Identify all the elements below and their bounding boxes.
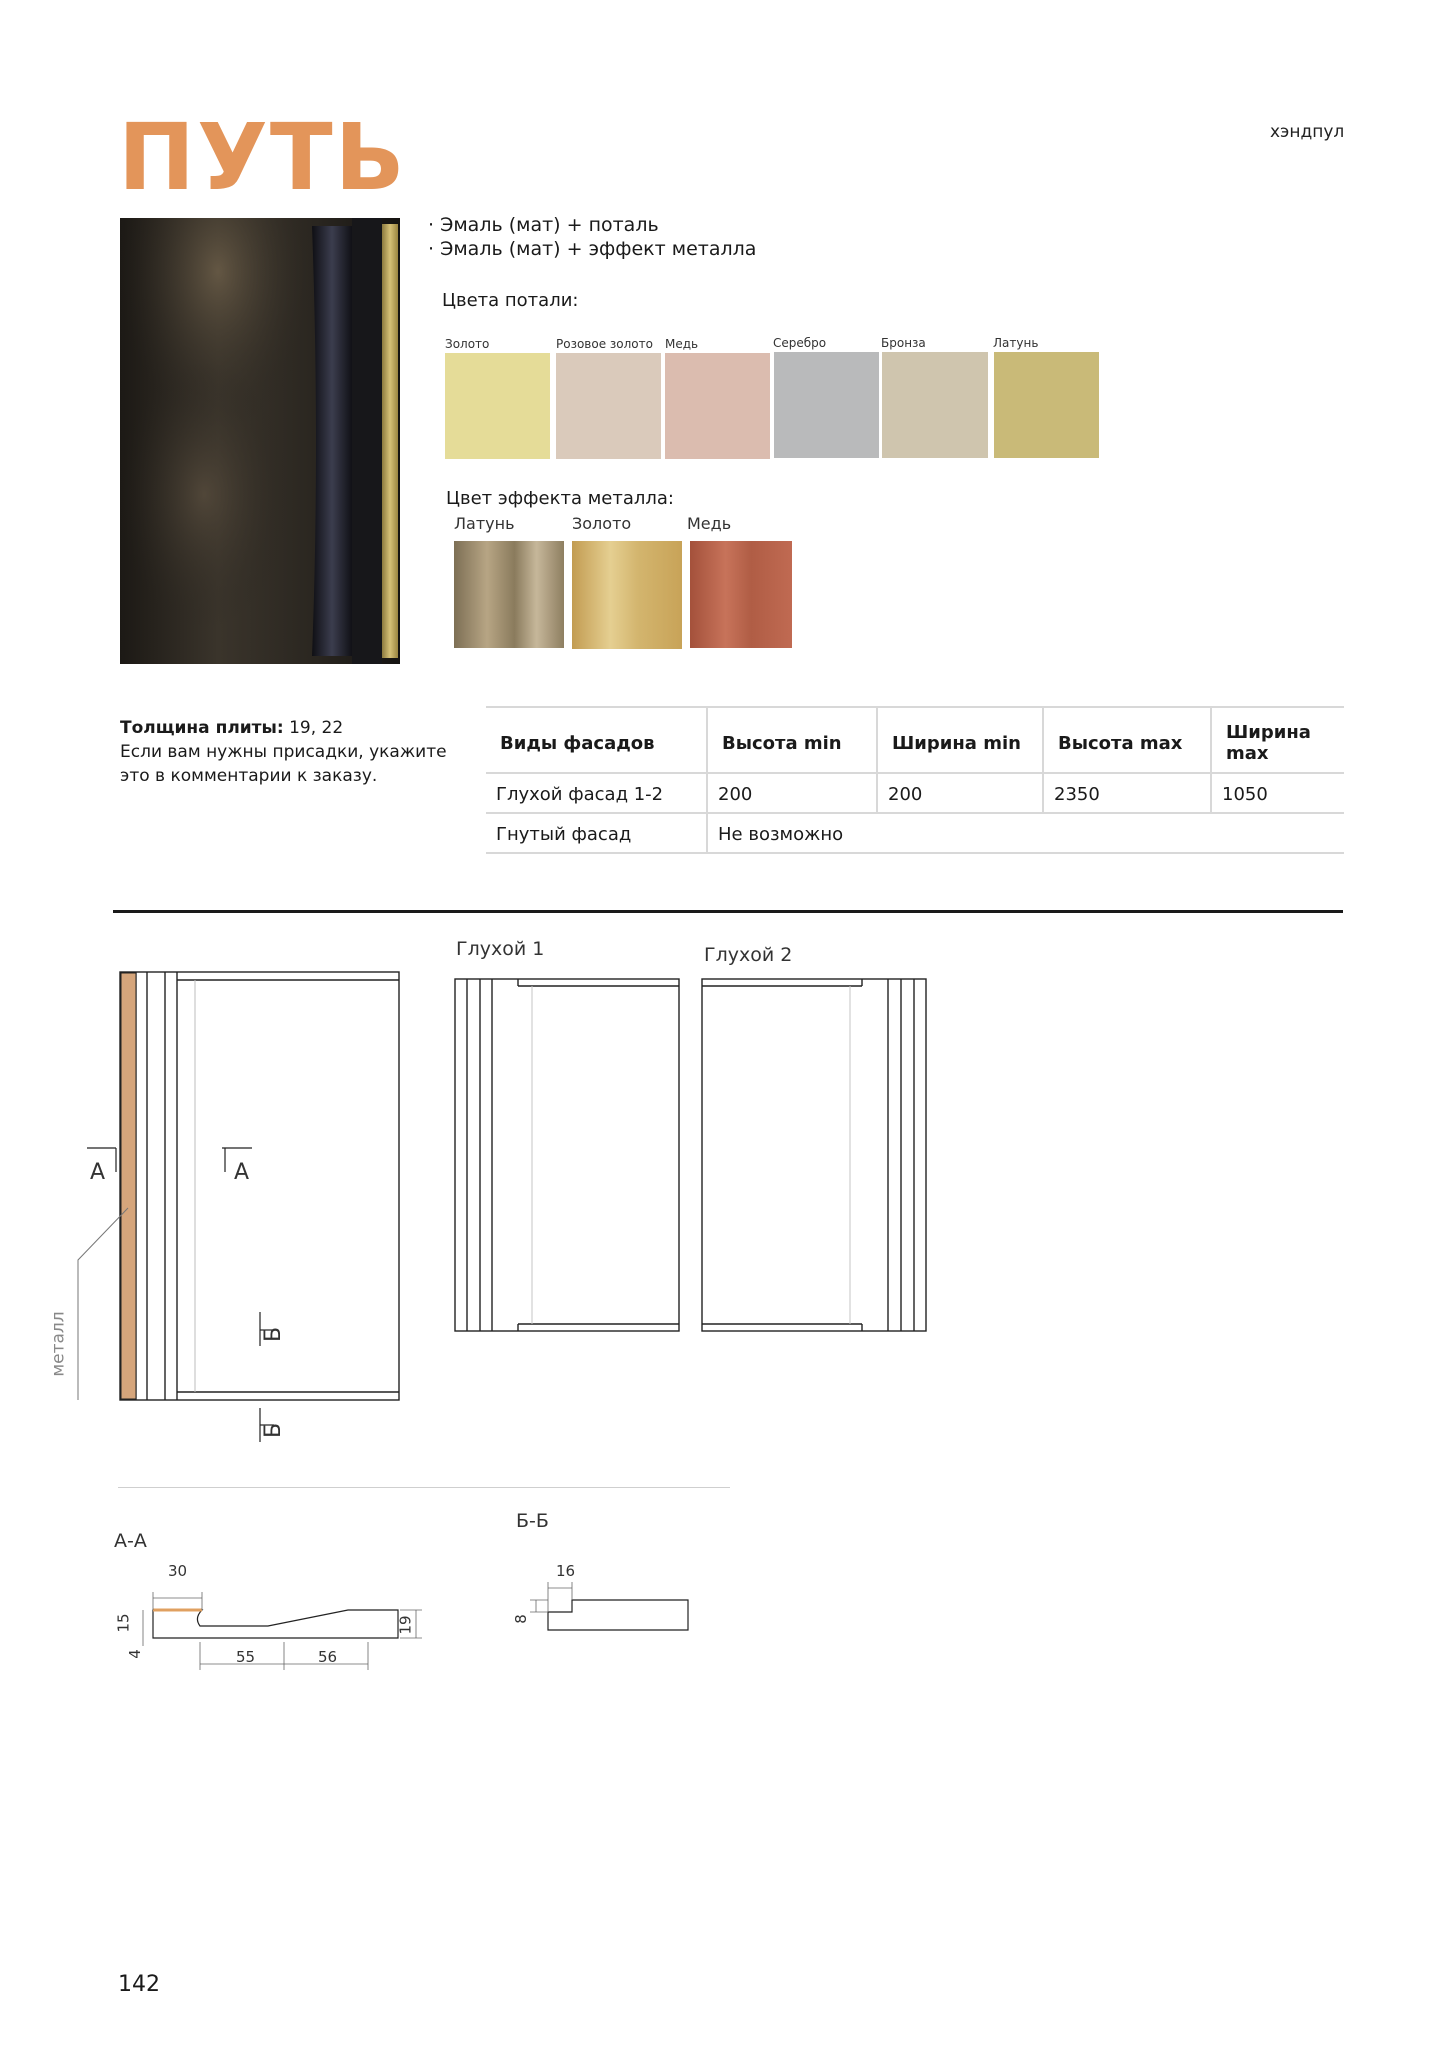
swatch-copper [665, 353, 770, 459]
swatch-bronze [882, 352, 988, 458]
category-label: хэндпул [1270, 122, 1345, 142]
swatch-rose-gold [556, 353, 661, 459]
swatch-brass [994, 352, 1099, 458]
table-cell: Не возможно [707, 813, 1344, 853]
column-header: Высота max [1043, 707, 1211, 773]
metal-effect-title: Цвет эффекта металла: [446, 488, 674, 509]
thickness-note-2: это в комментарии к заказу. [120, 766, 378, 786]
blind2-label: Глухой 2 [704, 944, 793, 966]
table-cell: 200 [877, 773, 1043, 813]
table-cell: 200 [707, 773, 877, 813]
facade-specs-table [486, 706, 1344, 854]
metal-swatch-copper [690, 541, 792, 648]
product-photo [120, 218, 400, 664]
section-aa-drawing [118, 1570, 438, 1680]
section-bb-drawing [520, 1560, 700, 1650]
drawings-separator [118, 1487, 730, 1488]
page-title: ПУТЬ [118, 104, 407, 211]
dim-aa-30: 30 [168, 1562, 188, 1580]
dim-bb-8: 8 [511, 1614, 530, 1624]
swatch-label-rose-gold: Розовое золото [556, 337, 653, 351]
table-header-row [486, 707, 1344, 773]
section-b-marker-upper: Б [261, 1326, 287, 1343]
dim-aa-19: 19 [396, 1615, 415, 1635]
blind-facades-drawing [452, 974, 932, 1334]
dim-aa-56: 56 [318, 1648, 338, 1666]
column-header: Ширина max [1211, 707, 1344, 773]
finish-item-2: · Эмаль (мат) + эффект металла [428, 238, 757, 260]
table-cell: Глухой фасад 1-2 [486, 773, 707, 813]
column-header: Ширина min [877, 707, 1043, 773]
thickness-note-1: Если вам нужны присадки, укажите [120, 742, 447, 762]
table-cell: 2350 [1043, 773, 1211, 813]
dim-bb-16: 16 [556, 1562, 576, 1580]
section-bb-label: Б-Б [516, 1510, 549, 1532]
swatch-gold [445, 353, 550, 459]
section-b-marker-lower: Б [261, 1422, 287, 1439]
blind1-label: Глухой 1 [456, 938, 545, 960]
thickness-value: 19, 22 [289, 718, 344, 738]
swatch-label-brass: Латунь [993, 336, 1039, 350]
section-aa-label: А-А [114, 1530, 147, 1552]
table-row [486, 813, 1344, 853]
thickness-label: Толщина плиты: [120, 718, 284, 738]
table-cell: 1050 [1211, 773, 1344, 813]
dim-aa-15: 15 [114, 1613, 133, 1633]
section-a-marker-right: А [234, 1160, 250, 1185]
front-drawing [40, 960, 420, 1450]
metal-label: металл [48, 1311, 69, 1377]
table-cell: Гнутый фасад [486, 813, 707, 853]
finish-item-1: · Эмаль (мат) + поталь [428, 214, 659, 236]
table-row [486, 773, 1344, 813]
metal-swatch-gold [572, 541, 682, 649]
swatch-label-silver: Серебро [773, 336, 827, 350]
thickness-info [120, 716, 447, 788]
page-number: 142 [118, 1972, 160, 1997]
potal-colors-title: Цвета потали: [442, 290, 579, 311]
metal-label-gold: Золото [572, 514, 632, 533]
swatch-silver [774, 352, 879, 458]
column-header: Высота min [707, 707, 877, 773]
column-header: Виды фасадов [486, 707, 707, 773]
section-a-marker-left: А [90, 1160, 106, 1185]
dim-aa-4: 4 [125, 1649, 144, 1659]
dim-aa-55: 55 [236, 1648, 256, 1666]
swatch-label-copper: Медь [665, 337, 699, 351]
section-divider [113, 910, 1343, 913]
metal-label-brass: Латунь [454, 514, 515, 533]
swatch-label-gold: Золото [445, 337, 490, 351]
swatch-label-bronze: Бронза [881, 336, 926, 350]
metal-swatch-brass [454, 541, 564, 648]
metal-label-copper: Медь [687, 514, 732, 533]
